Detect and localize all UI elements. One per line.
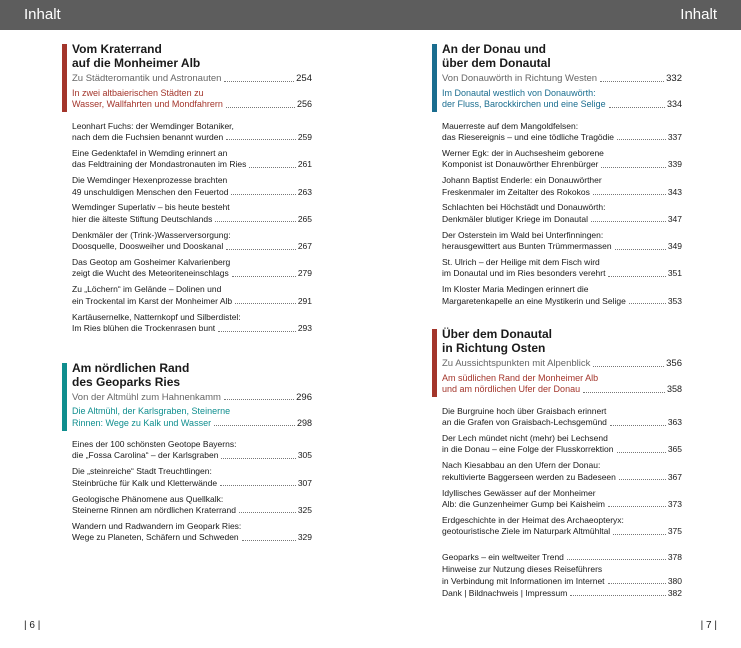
page-number-right: | 7 |	[700, 620, 717, 631]
section-accent-entry[interactable]: Die Altmühl, der Karlsgraben, Steinerne Rinnen: Wege zu Kalk und Wasser 298	[72, 406, 312, 428]
toc-entry[interactable]: Leonhart Fuchs: der Wemdinger Botaniker, nach dem die Fuchsien benannt wurden 259	[72, 120, 312, 142]
toc-entry[interactable]: Nach Kiesabbau an den Ufern der Donau: rekultivierte Baggerseen werden zu Badeseen 367	[442, 460, 682, 482]
toc-entry[interactable]: Schlachten bei Höchstädt und Donauwörth: Denkmäler blutiger Kriege im Donautal 347	[442, 202, 682, 224]
left-column	[62, 42, 312, 548]
section-subtitle[interactable]: Von der Altmühl zum Hahnenkamm 296	[72, 391, 312, 403]
section-title: Am nördlichen Rand des Geoparks Ries	[72, 360, 190, 389]
toc-section	[432, 42, 682, 307]
section-title: An der Donau und über dem Donautal	[442, 42, 551, 70]
section-subtitle[interactable]: Zu Städteromantik und Astronauten 254	[72, 73, 312, 84]
section-accent-entry[interactable]: Am südlichen Rand der Monheimer Alb und am nördlichen Ufer der Donau 358	[442, 372, 682, 395]
toc-entry[interactable]: Kartäusernelke, Natternkopf und Silberdistel: Im Ries blühen die Trockenrasen bunt 293	[72, 311, 312, 334]
entry-list	[72, 439, 312, 544]
toc-entry[interactable]: Denkmäler der (Trink-)Wasserversorgung: Doosquelle, Doosweiher und Dooskanal 267	[72, 229, 312, 252]
header-title-left: Inhalt	[24, 6, 61, 23]
toc-entry[interactable]: Wandern und Radwandern im Geopark Ries: Wege zu Planeten, Schäfern und Schweden 329	[72, 520, 312, 543]
toc-entry[interactable]: Die Wemdinger Hexenprozesse brachten 49 unschuldigen Menschen den Feuertod 263	[72, 175, 312, 197]
toc-entry[interactable]: Das Geotop am Gosheimer Kalvarienberg zeigt die Wucht des Meteoriteneinschlags 279	[72, 257, 312, 279]
section-subtitle[interactable]: Zu Aussichtspunkten mit Alpenblick 356	[442, 358, 682, 370]
toc-entry[interactable]: Zu „Löchern“ im Gelände – Dolinen und ein Trockental im Karst der Monheimer Alb 291	[72, 284, 312, 306]
toc-entry[interactable]: Im Kloster Maria Medingen erinnert die Margaretenkapelle an eine Mystikerin und Selige 353	[442, 284, 682, 306]
header-bar	[0, 0, 741, 30]
header-title-right: Inhalt	[680, 6, 717, 23]
entry-list	[72, 121, 312, 335]
toc-entry[interactable]: Eines der 100 schönsten Geotope Bayerns: die „Fossa Carolina“ – der Karlsgraben 305	[72, 439, 312, 461]
section-accent-bar	[62, 44, 67, 112]
section-title: Über dem Donautal in Richtung Osten	[442, 327, 553, 356]
toc-entry[interactable]: Geologische Phänomene aus Quellkalk: Steinerne Rinnen am nördlichen Kraterrand 325	[72, 493, 312, 516]
toc-entry[interactable]: Mauerreste auf dem Mangoldfelsen: das Riesereignis – und eine tödliche Tragödie 337	[442, 120, 682, 142]
appendix-list	[432, 552, 682, 600]
entry-list	[442, 406, 682, 538]
section-accent-bar	[432, 44, 437, 112]
toc-entry[interactable]: Die „steinreiche“ Stadt Treuchtlingen: Steinbrüche für Kalk und Kletterwände 307	[72, 466, 312, 488]
toc-entry[interactable]: Erdgeschichte in der Heimat des Archaeopteryx: geotouristische Ziele im Naturpark Altmühltal 375	[442, 514, 682, 537]
toc-entry[interactable]: Werner Egk: der in Auchsesheim geborene Komponist ist Donauwörther Ehrenbürger 339	[442, 147, 682, 170]
toc-section	[62, 42, 312, 335]
section-accent-entry[interactable]: Im Donautal westlich von Donauwörth: der Fluss, Barockkirchen und eine Selige 334	[442, 87, 682, 109]
page-number-left: | 6 |	[24, 620, 41, 631]
toc-section	[62, 361, 312, 544]
entry-list	[442, 121, 682, 308]
toc-section	[432, 327, 682, 538]
toc-entry[interactable]: Die Burgruine hoch über Graisbach erinnert an die Grafen von Graisbach-Lechsgemünd 363	[442, 405, 682, 428]
toc-entry[interactable]: Idyllisches Gewässer auf der Monheimer Alb: die Gunzenheimer Gump bei Kaisheim 373	[442, 487, 682, 510]
toc-entry[interactable]: Johann Baptist Enderle: ein Donauwörther Freskenmaler im Zeitalter des Rokokos 343	[442, 175, 682, 197]
toc-entry[interactable]: Hinweise zur Nutzung dieses Reiseführers in Verbindung mit Informationen im Internet 380	[442, 564, 682, 586]
toc-entry[interactable]: Der Lech mündet nicht (mehr) bei Lechsend in die Donau – eine Folge der Flusskorrektion 365	[442, 433, 682, 455]
toc-entry[interactable]: Der Osterstein im Wald bei Unterfinningen: herausgewittert aus Bunten Trümmermassen 349	[442, 229, 682, 252]
section-accent-bar	[432, 329, 437, 397]
toc-entry[interactable]: St. Ulrich – der Heilige mit dem Fisch wird im Donautal und im Ries besonders verehrt 351	[442, 257, 682, 279]
toc-entry[interactable]: Eine Gedenktafel in Wemding erinnert an das Feldtraining der Mondastronauten im Ries 261	[72, 147, 312, 170]
right-column	[432, 42, 682, 604]
toc-entry[interactable]: Dank | Bildnachweis | Impressum 382	[442, 587, 682, 598]
toc-entry[interactable]: Geoparks – ein weltweiter Trend 378	[442, 551, 682, 562]
section-accent-entry[interactable]: In zwei altbaierischen Städten zu Wasser, Wallfahrten und Mondfahrern 256	[72, 87, 312, 109]
toc-entry[interactable]: Wemdinger Superlativ – bis heute besteht hier die älteste Stiftung Deutschlands 265	[72, 202, 312, 224]
section-accent-bar	[62, 363, 67, 431]
section-title: Vom Kraterrand auf die Monheimer Alb	[72, 42, 201, 70]
section-subtitle[interactable]: Von Donauwörth in Richtung Westen 332	[442, 73, 682, 84]
